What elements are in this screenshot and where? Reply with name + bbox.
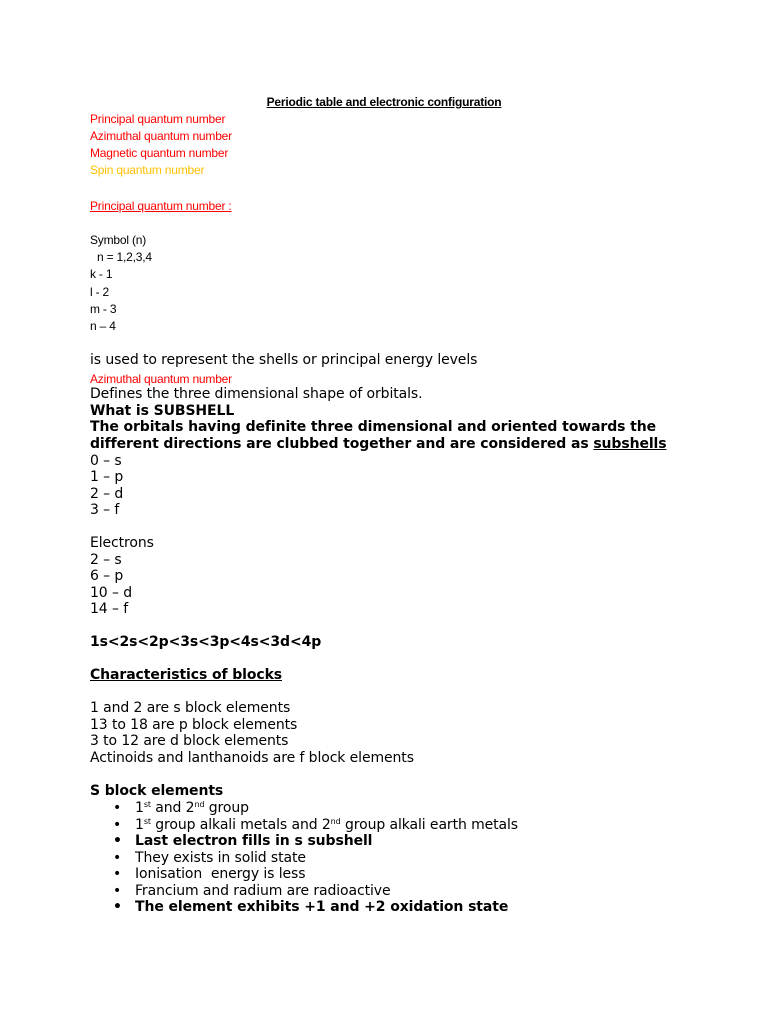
filling-order: 1s<2s<2p<3s<3p<4s<3d<4p bbox=[90, 634, 322, 650]
ordinal-suffix: st bbox=[143, 816, 151, 826]
ordinal-suffix: nd bbox=[330, 816, 341, 826]
list-item bbox=[90, 899, 518, 916]
ordinal-number: 1 bbox=[135, 800, 144, 816]
bullet-icon: • bbox=[113, 849, 122, 866]
azimuthal-description: Defines the three dimensional shape of orbitals. bbox=[90, 386, 423, 402]
item-text: group bbox=[204, 800, 249, 816]
principal-values: n = 1,2,3,4 bbox=[97, 250, 152, 264]
list-item bbox=[90, 850, 518, 867]
subshell-map-1: 1 – p bbox=[90, 469, 124, 485]
item-text: group alkali earth metals bbox=[340, 816, 518, 833]
s-block-list bbox=[90, 800, 518, 916]
page-title: Periodic table and electronic configuration bbox=[266, 95, 502, 109]
electrons-f: 14 – f bbox=[90, 601, 129, 617]
electrons-heading: Electrons bbox=[90, 535, 154, 551]
ordinal-suffix: nd bbox=[194, 800, 205, 809]
azimuthal-heading: Azimuthal quantum number bbox=[90, 372, 232, 386]
subshell-definition-line2 bbox=[90, 436, 666, 452]
item-text: Last electron fills in s subshell bbox=[135, 833, 373, 849]
bullet-icon: • bbox=[113, 816, 122, 833]
bullet-icon: • bbox=[113, 882, 122, 899]
bullet-icon: • bbox=[113, 800, 122, 816]
shell-k: k - 1 bbox=[90, 267, 113, 281]
principal-symbol: Symbol (n) bbox=[90, 233, 147, 247]
list-item bbox=[90, 833, 518, 850]
toc-item-spin: Spin quantum number bbox=[90, 163, 205, 177]
list-item bbox=[90, 817, 518, 834]
blocks-line-f: Actinoids and lanthanoids are f block elements bbox=[90, 750, 414, 766]
list-item bbox=[90, 800, 518, 817]
blocks-line-d: 3 to 12 are d block elements bbox=[90, 733, 289, 749]
subshell-map-0: 0 – s bbox=[90, 453, 122, 469]
blocks-line-p: 13 to 18 are p block elements bbox=[90, 717, 298, 733]
subshell-definition-text: different directions are clubbed together and are considered as bbox=[90, 436, 594, 452]
item-text: group alkali metals and 2 bbox=[150, 816, 331, 833]
item-text: and 2 bbox=[150, 800, 195, 816]
item-text: The element exhibits +1 and +2 oxidation state bbox=[135, 899, 509, 915]
electrons-p: 6 – p bbox=[90, 568, 124, 584]
ordinal-number: 1 bbox=[135, 816, 144, 833]
shell-m: m - 3 bbox=[90, 302, 117, 316]
list-item bbox=[90, 883, 518, 900]
subshell-definition-line1: The orbitals having definite three dimensional and oriented towards the bbox=[90, 419, 656, 435]
bullet-icon: • bbox=[113, 866, 122, 882]
shell-n: n – 4 bbox=[90, 319, 116, 333]
subshell-map-3: 3 – f bbox=[90, 502, 120, 518]
toc-item-magnetic: Magnetic quantum number bbox=[90, 146, 229, 160]
electrons-d: 10 – d bbox=[90, 585, 133, 601]
item-text: They exists in solid state bbox=[135, 849, 306, 866]
shell-l: l - 2 bbox=[90, 285, 110, 299]
electrons-s: 2 – s bbox=[90, 552, 122, 568]
blocks-line-s: 1 and 2 are s block elements bbox=[90, 700, 291, 716]
item-text: Francium and radium are radioactive bbox=[135, 882, 391, 899]
item-text: Ionisation energy is less bbox=[135, 866, 306, 882]
bullet-icon: • bbox=[113, 833, 122, 849]
blocks-heading: Characteristics of blocks bbox=[90, 667, 283, 683]
subshell-map-2: 2 – d bbox=[90, 486, 124, 502]
principal-heading: Principal quantum number : bbox=[90, 199, 232, 213]
s-block-heading: S block elements bbox=[90, 783, 224, 799]
principal-description: is used to represent the shells or principal energy levels bbox=[90, 352, 478, 368]
toc-item-azimuthal: Azimuthal quantum number bbox=[90, 129, 232, 143]
subshell-question: What is SUBSHELL bbox=[90, 403, 235, 419]
toc-item-principal: Principal quantum number bbox=[90, 112, 226, 126]
list-item bbox=[90, 866, 518, 883]
subshells-term: subshells bbox=[593, 436, 667, 452]
ordinal-suffix: st bbox=[143, 800, 151, 809]
bullet-icon: • bbox=[113, 899, 122, 915]
